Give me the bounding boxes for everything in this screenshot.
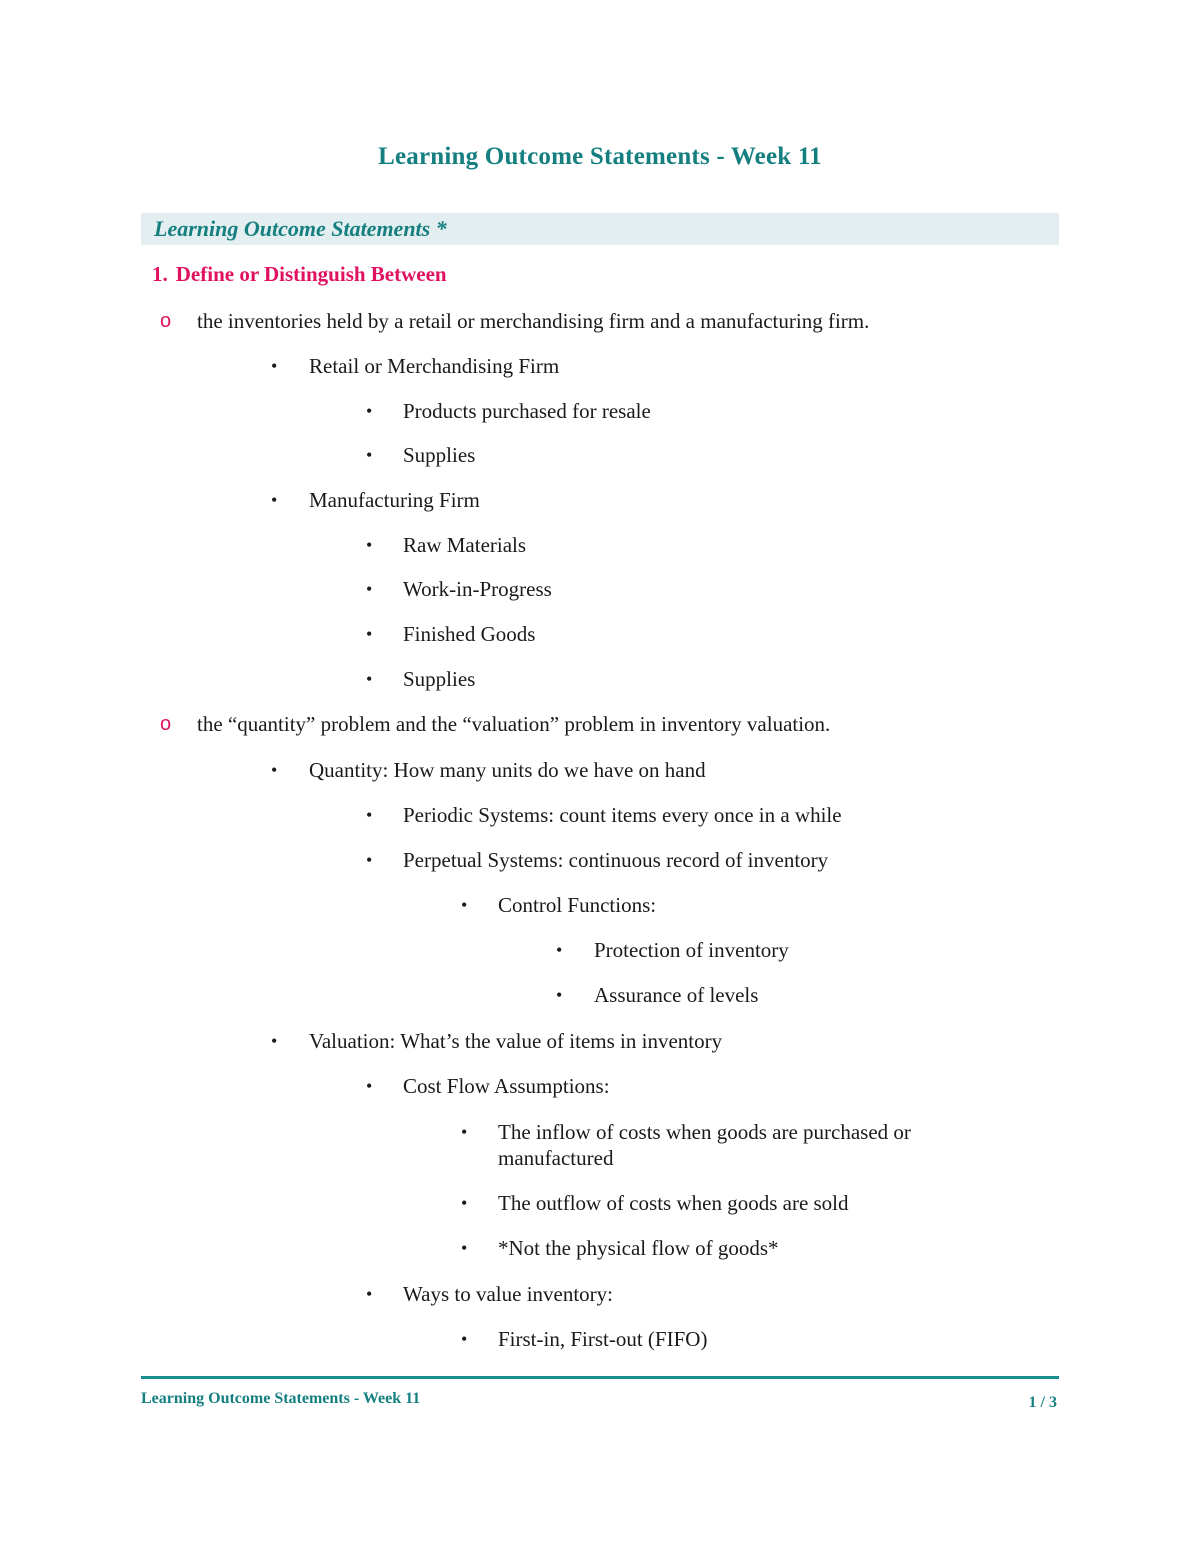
list-item: Products purchased for resale bbox=[403, 399, 651, 423]
list-item: *Not the physical flow of goods* bbox=[498, 1236, 779, 1260]
bullet-icon: • bbox=[461, 1329, 468, 1349]
bullet-icon: • bbox=[366, 669, 373, 689]
list-item: First-in, First-out (FIFO) bbox=[498, 1327, 708, 1351]
bullet-icon: • bbox=[366, 624, 373, 644]
subheading bbox=[152, 262, 447, 287]
list-item: Cost Flow Assumptions: bbox=[403, 1074, 610, 1098]
list-item: Valuation: What’s the value of items in inventory bbox=[309, 1029, 723, 1053]
list-item: Control Functions: bbox=[498, 893, 657, 917]
bullet-icon: • bbox=[461, 1193, 468, 1213]
section-band-label: Learning Outcome Statements * bbox=[154, 216, 447, 241]
subheading-text: Define or Distinguish Between bbox=[175, 262, 447, 286]
list-item: Assurance of levels bbox=[594, 983, 759, 1007]
list-item: The inflow of costs when goods are purchased or bbox=[498, 1120, 911, 1144]
bullet-icon: • bbox=[271, 760, 278, 780]
bullet-icon: • bbox=[366, 1076, 373, 1096]
list-item: Work-in-Progress bbox=[403, 577, 552, 601]
list-item: The outflow of costs when goods are sold bbox=[498, 1191, 849, 1215]
list-item: Periodic Systems: count items every once in a while bbox=[403, 803, 842, 827]
list-item-continuation: manufactured bbox=[498, 1146, 614, 1170]
list-item: Quantity: How many units do we have on hand bbox=[309, 758, 706, 782]
list-item: the inventories held by a retail or merchandising firm and a manufacturing firm. bbox=[197, 309, 870, 333]
bullet-icon: • bbox=[556, 985, 563, 1005]
subheading-number: 1. bbox=[152, 262, 168, 286]
bullet-icon: • bbox=[366, 1284, 373, 1304]
list-item: Manufacturing Firm bbox=[309, 488, 480, 512]
bullet-icon: • bbox=[461, 895, 468, 915]
bullet-icon: • bbox=[461, 1122, 468, 1142]
o-bullet-icon: o bbox=[160, 310, 172, 332]
section-band bbox=[141, 213, 1059, 245]
bullet-icon: • bbox=[556, 940, 563, 960]
bullet-icon: • bbox=[271, 356, 278, 376]
bullet-icon: • bbox=[366, 401, 373, 421]
list-item: Supplies bbox=[403, 667, 476, 691]
footer-divider bbox=[141, 1376, 1059, 1379]
page-title: Learning Outcome Statements - Week 11 bbox=[378, 143, 822, 170]
bullet-icon: • bbox=[366, 579, 373, 599]
bullet-icon: • bbox=[366, 445, 373, 465]
list-item: Finished Goods bbox=[403, 622, 536, 646]
bullet-icon: • bbox=[366, 850, 373, 870]
list-item: Raw Materials bbox=[403, 533, 527, 557]
page-number: 1 / 3 bbox=[1028, 1394, 1057, 1411]
list-item: Retail or Merchandising Firm bbox=[309, 354, 560, 378]
list-item: Ways to value inventory: bbox=[403, 1282, 614, 1306]
bullet-icon: • bbox=[366, 535, 373, 555]
list-item: the “quantity” problem and the “valuation” problem in inventory valuation. bbox=[197, 712, 831, 736]
list-item: Supplies bbox=[403, 443, 476, 467]
bullet-icon: • bbox=[366, 805, 373, 825]
footer-title: Learning Outcome Statements - Week 11 bbox=[141, 1390, 421, 1407]
bullet-icon: • bbox=[271, 1031, 278, 1051]
list-item: Perpetual Systems: continuous record of inventory bbox=[403, 848, 829, 872]
o-bullet-icon: o bbox=[160, 713, 172, 735]
bullet-icon: • bbox=[271, 490, 278, 510]
bullet-icon: • bbox=[461, 1238, 468, 1258]
list-item: Protection of inventory bbox=[594, 938, 789, 962]
